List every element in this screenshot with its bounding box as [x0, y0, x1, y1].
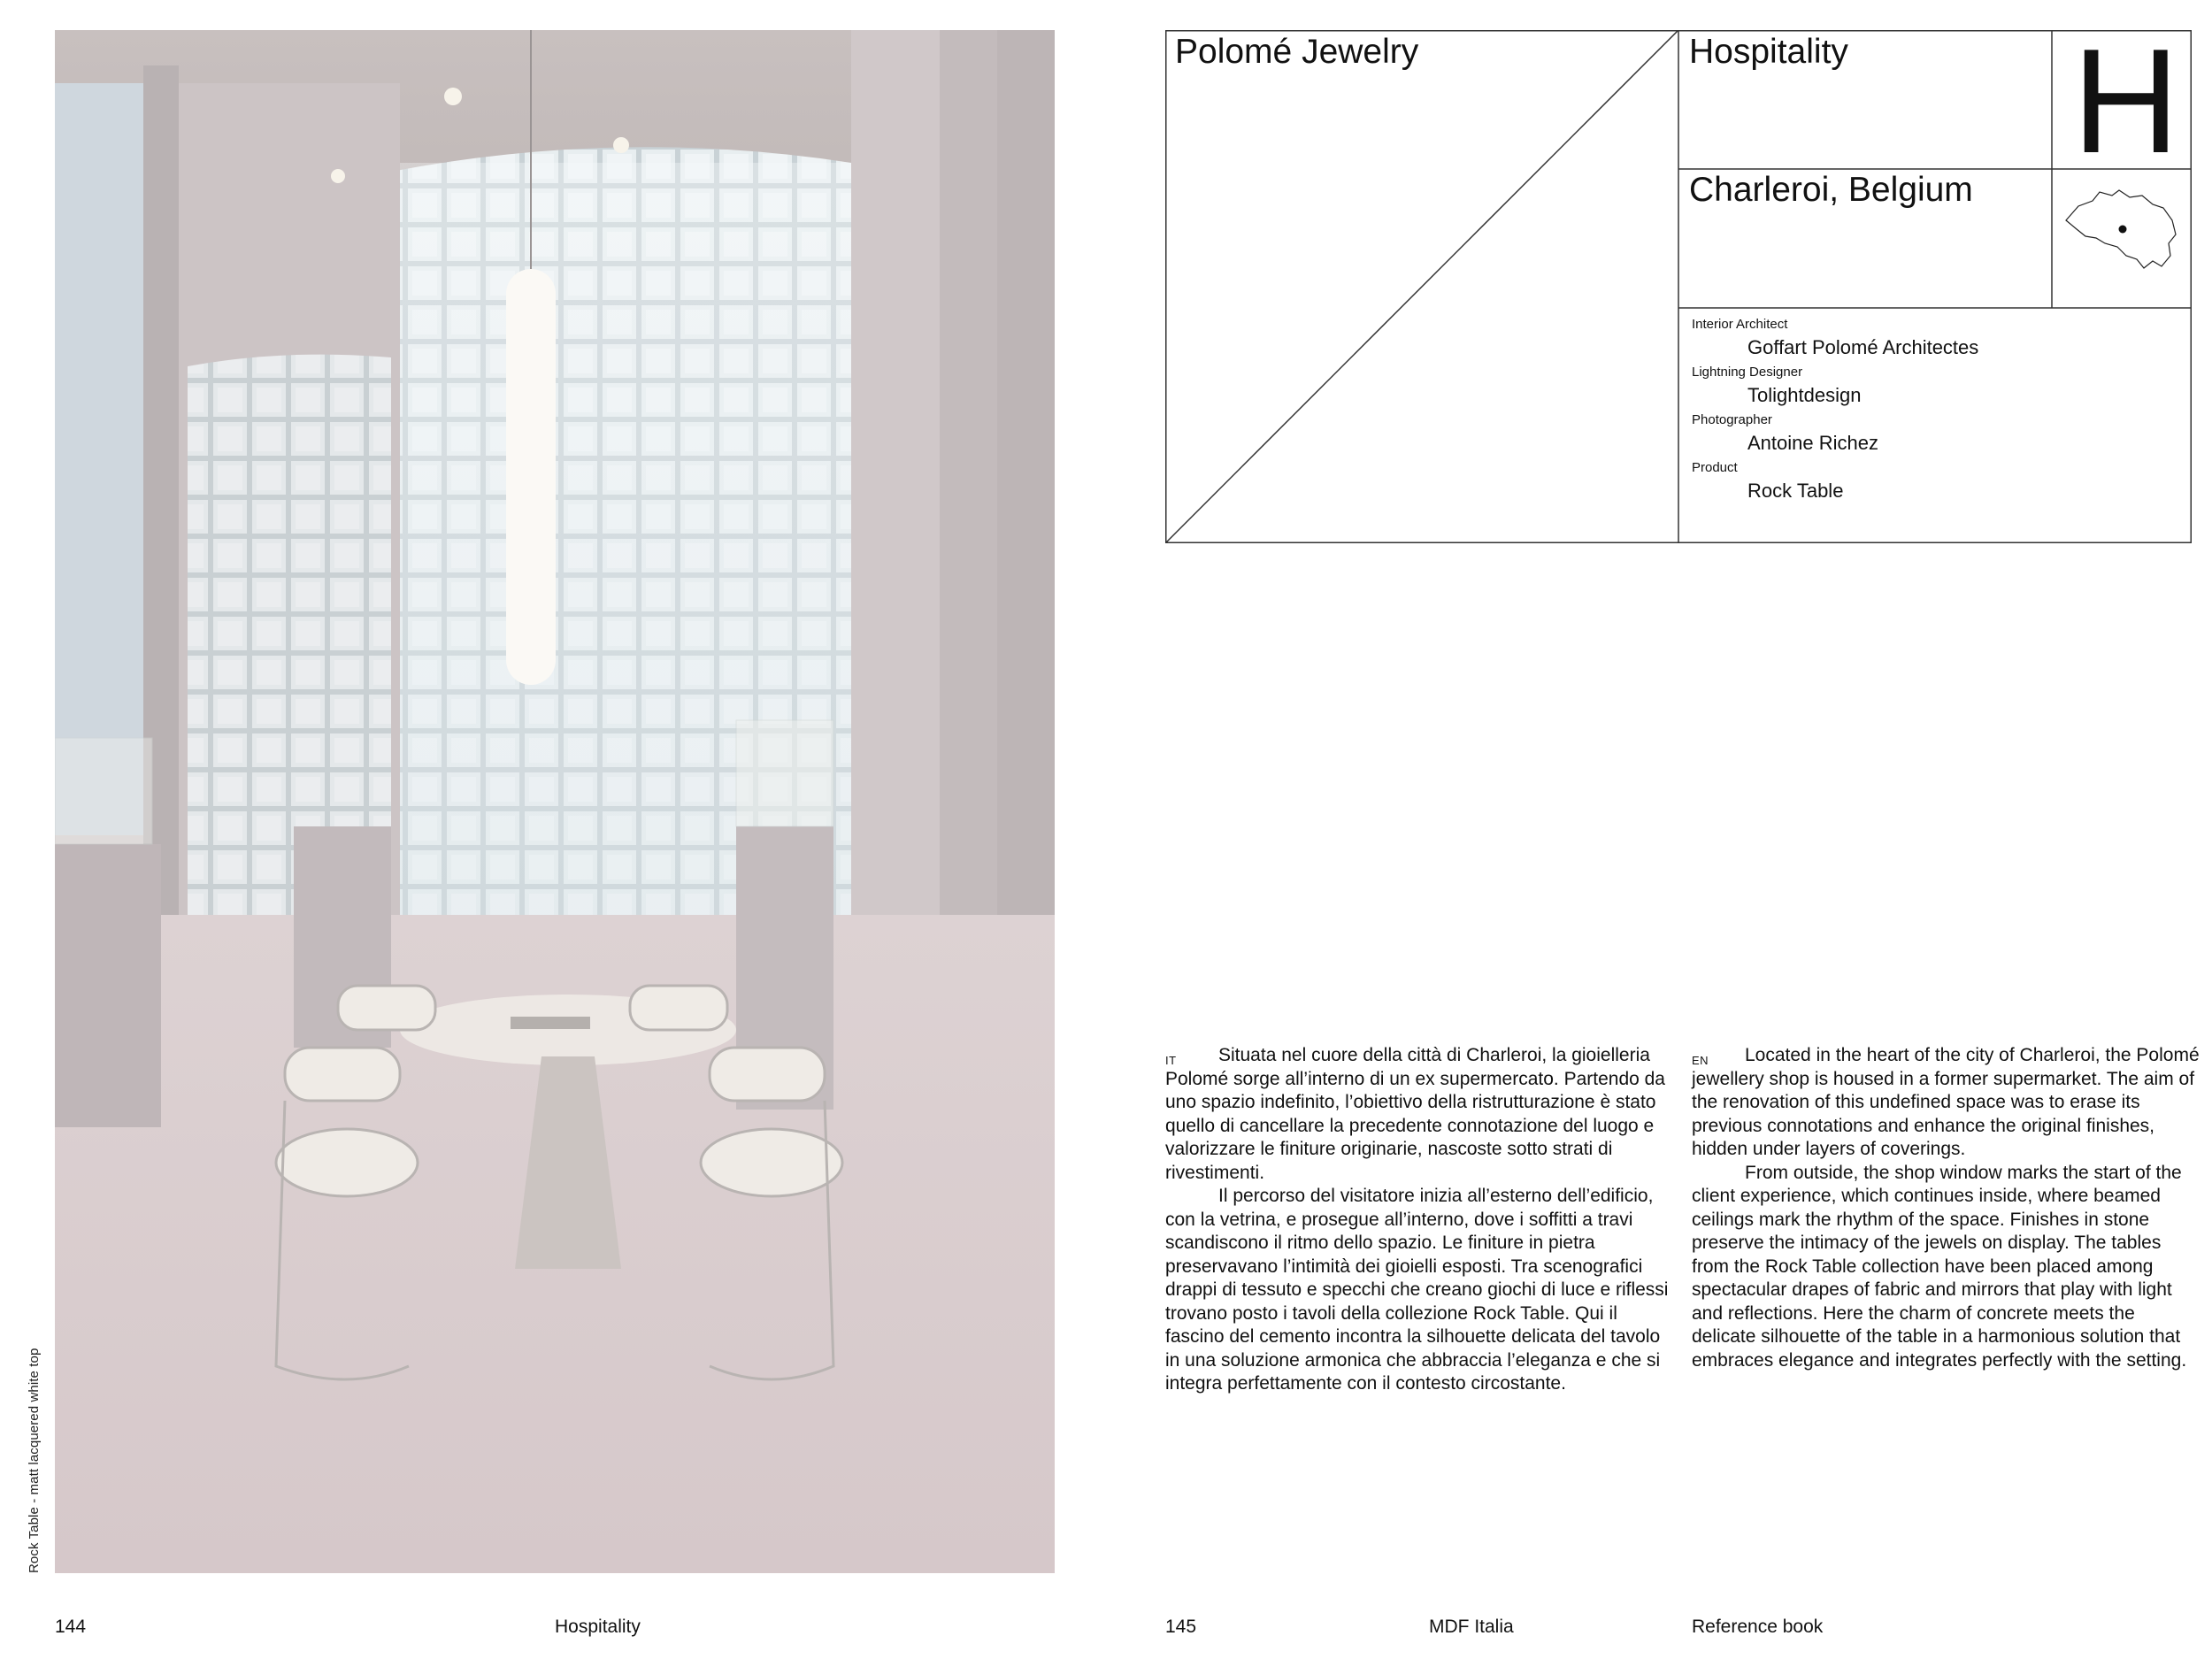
credit-name: Antoine Richez [1747, 432, 1878, 454]
italian-text-column [1165, 1044, 1677, 1396]
right-page-number: 145 [1165, 1617, 1197, 1637]
credit-item [1692, 364, 1978, 410]
italian-paragraph: Il percorso del visitatore inizia all’esterno dell’edificio, con la vetrina, e prosegue all’interno, dove i soffitti a travi scandiscono il ritmo dello spazio. Le finiture in pietra preservavano l’intimità dei gioielli esposti. Tra scenografici drappi di tessuto e specchi che creano giochi di luce e riflessi trovano posto i tavoli della collezione Rock Table. Qui il fascino del cemento incontra la silhouette delicata del tavolo in una soluzione armonica che abbraccia l’eleganza e che si integra perfettamente con il contesto circostante. [1165, 1186, 1669, 1394]
credits-list [1692, 316, 1978, 507]
credit-item [1692, 411, 1978, 457]
belgium-map-icon [2061, 185, 2179, 273]
language-label-en: EN [1692, 1054, 1709, 1067]
english-paragraph: Located in the heart of the city of Charleroi, the Polomé jewellery shop is housed in a former supermarket. The aim of the renovation of this undefined space was to erase its previous connotations and enhance the original finishes, hidden under layers of coverings. [1692, 1045, 2200, 1159]
panel-frame [1165, 30, 2192, 543]
credit-name: Rock Table [1747, 480, 1844, 502]
credit-role: Interior Architect [1692, 317, 1788, 332]
project-info-panel [1165, 18, 2192, 543]
photo-caption: Rock Table - matt lacquered white top [27, 1348, 42, 1573]
language-label-it: IT [1165, 1054, 1177, 1067]
location-title: Charleroi, Belgium [1689, 171, 1973, 209]
english-paragraph: From outside, the shop window marks the start of the client experience, which continues inside, where beamed ceilings mark the rhythm of the space. Finishes in stone preserve the intimacy of the jewels on display. The tables from the Rock Table collection have been placed among spectacular drapes of fabric and mirrors that play with light and reflections. Here the charm of concrete meets the delicate silhouette of the table in a harmonious solution that embraces elegance and integrates perfectly with the setting. [1692, 1162, 2187, 1371]
english-text-column [1692, 1044, 2203, 1372]
project-title: Polomé Jewelry [1175, 33, 1419, 71]
category-letter: H [2072, 18, 2180, 184]
left-page-number: 144 [55, 1617, 87, 1637]
credit-name: Tolightdesign [1747, 384, 1862, 406]
left-section-label: Hospitality [555, 1617, 641, 1637]
credit-item [1692, 316, 1978, 362]
brand-label: MDF Italia [1429, 1617, 1514, 1637]
italian-paragraph: Situata nel cuore della città di Charleroi, la gioielleria Polomé sorge all’interno di un ex supermercato. Partendo da uno spazio indefinito, l’obiettivo della ristrutturazione è stato quello di cancellare la precedente connotazione del luogo e valorizzare le finiture originarie, nascoste sotto strati di rivestimenti. [1165, 1045, 1665, 1183]
credit-role: Photographer [1692, 412, 1772, 427]
book-label: Reference book [1692, 1617, 1824, 1637]
credit-role: Lightning Designer [1692, 365, 1803, 380]
category-title: Hospitality [1689, 33, 1848, 71]
interior-photo [55, 30, 1055, 1573]
credit-role: Product [1692, 460, 1738, 475]
credit-name: Goffart Polomé Architectes [1747, 336, 1979, 358]
credit-item [1692, 459, 1978, 505]
